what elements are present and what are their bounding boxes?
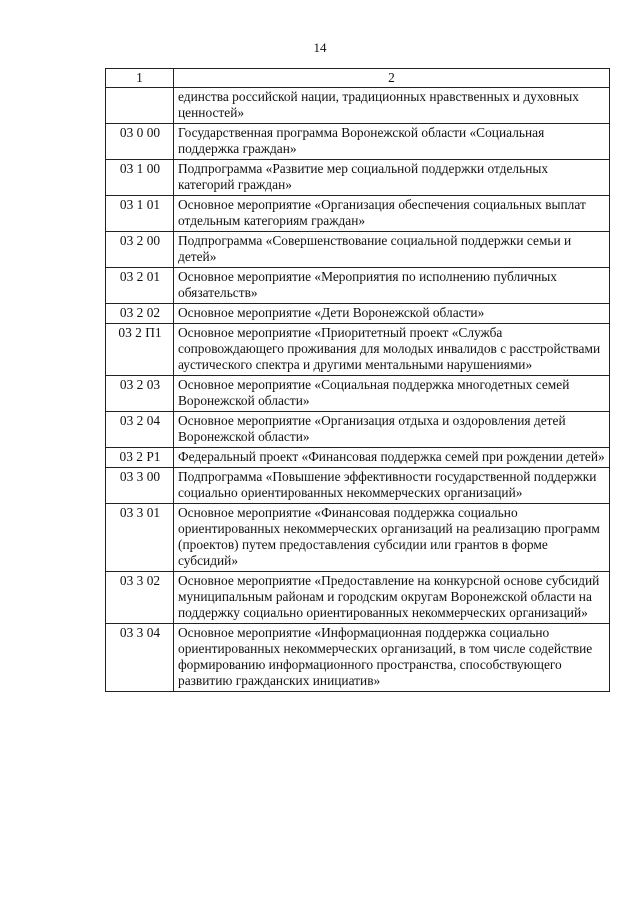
table-row — [106, 196, 610, 232]
table-row — [106, 468, 610, 504]
row-code: 03 1 00 — [106, 160, 174, 196]
row-description: Подпрограмма «Повышение эффективности государственной поддержки социально ориентированных некоммерческих организаций» — [174, 468, 610, 504]
table-row — [106, 324, 610, 376]
table-row — [106, 268, 610, 304]
row-description: Основное мероприятие «Мероприятия по исполнению публичных обязательств» — [174, 268, 610, 304]
table-row — [106, 304, 610, 324]
row-code: 03 2 П1 — [106, 324, 174, 376]
row-description: Основное мероприятие «Предоставление на конкурсной основе субсидий муниципальным районам и городским округам Воронежской области на поддержку социально ориентированных некоммерческих организаций» — [174, 572, 610, 624]
row-description: Федеральный проект «Финансовая поддержка семей при рождении детей» — [174, 448, 610, 468]
page-number: 14 — [313, 40, 327, 55]
row-code: 03 3 02 — [106, 572, 174, 624]
budget-classification-table — [105, 68, 610, 692]
column-header-description: 2 — [174, 69, 610, 88]
row-description: Основное мероприятие «Дети Воронежской области» — [174, 304, 610, 324]
row-code: 03 2 01 — [106, 268, 174, 304]
row-code — [106, 88, 174, 124]
row-description: Основное мероприятие «Информационная поддержка социально ориентированных некоммерческих организаций, в том числе содействие формированию информационного пространства, способствующего развитию гражданских инициатив» — [174, 624, 610, 692]
row-code: 03 1 01 — [106, 196, 174, 232]
table-row — [106, 88, 610, 124]
table-row — [106, 124, 610, 160]
column-header-code: 1 — [106, 69, 174, 88]
table-row — [106, 572, 610, 624]
table-row — [106, 160, 610, 196]
row-code: 03 2 00 — [106, 232, 174, 268]
row-description: Основное мероприятие «Социальная поддержка многодетных семей Воронежской области» — [174, 376, 610, 412]
row-code: 03 3 00 — [106, 468, 174, 504]
row-description: Основное мероприятие «Финансовая поддержка социально ориентированных некоммерческих организаций на реализацию программ (проектов) путем предоставления субсидии или грантов в форме субсидий» — [174, 504, 610, 572]
table-row — [106, 624, 610, 692]
table-row — [106, 448, 610, 468]
table-row — [106, 412, 610, 448]
table-header-row — [106, 69, 610, 88]
row-description: Подпрограмма «Совершенствование социальной поддержки семьи и детей» — [174, 232, 610, 268]
row-description: Основное мероприятие «Приоритетный проект «Служба сопровождающего проживания для молодых инвалидов с расстройствами аустического спектра и другими ментальными нарушениями» — [174, 324, 610, 376]
row-description: Государственная программа Воронежской области «Социальная поддержка граждан» — [174, 124, 610, 160]
row-description: Подпрограмма «Развитие мер социальной поддержки отдельных категорий граждан» — [174, 160, 610, 196]
row-description: единства российской нации, традиционных нравственных и духовных ценностей» — [174, 88, 610, 124]
row-code: 03 2 04 — [106, 412, 174, 448]
row-code: 03 2 02 — [106, 304, 174, 324]
row-code: 03 3 04 — [106, 624, 174, 692]
row-code: 03 2 P1 — [106, 448, 174, 468]
row-description: Основное мероприятие «Организация отдыха и оздоровления детей Воронежской области» — [174, 412, 610, 448]
row-code: 03 3 01 — [106, 504, 174, 572]
row-description: Основное мероприятие «Организация обеспечения социальных выплат отдельным категориям граждан» — [174, 196, 610, 232]
table-row — [106, 232, 610, 268]
table-row — [106, 504, 610, 572]
row-code: 03 0 00 — [106, 124, 174, 160]
table-row — [106, 376, 610, 412]
row-code: 03 2 03 — [106, 376, 174, 412]
